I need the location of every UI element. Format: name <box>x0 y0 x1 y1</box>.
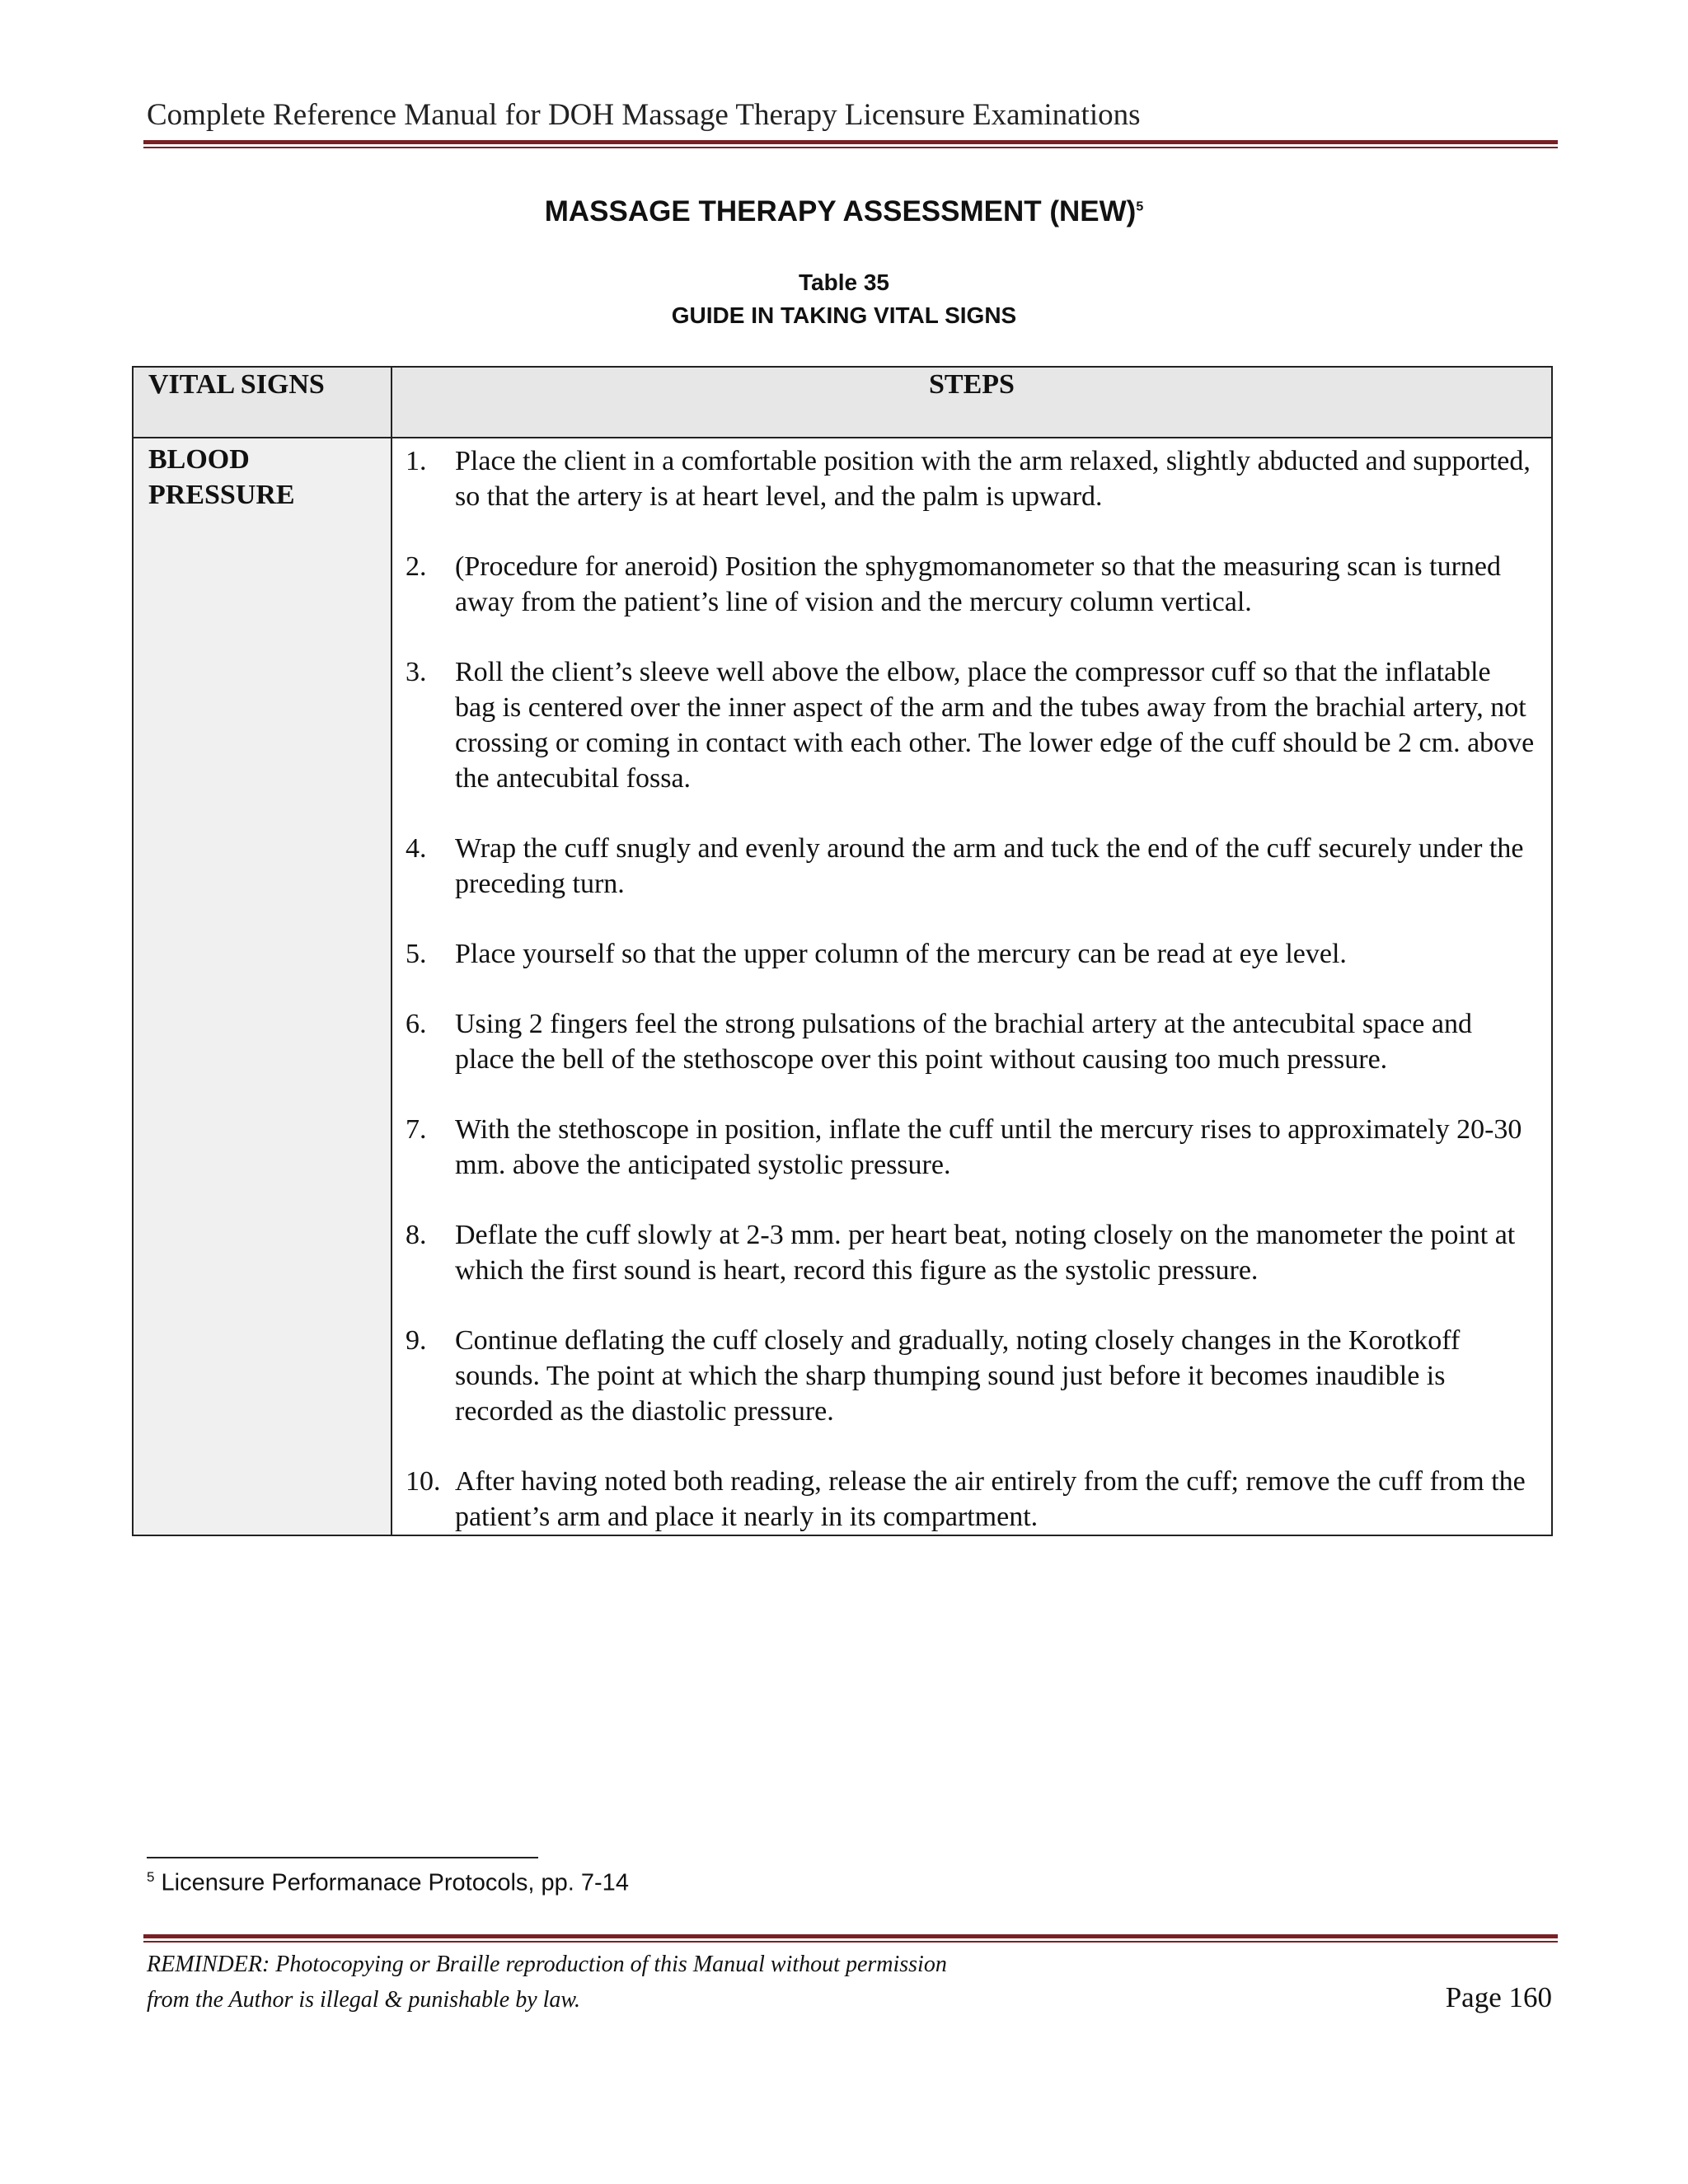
page-title <box>0 195 1688 228</box>
list-item <box>406 831 1538 902</box>
page-number: Page 160 <box>1445 1981 1552 2013</box>
step-number: 7. <box>406 1114 427 1145</box>
list-item <box>406 1112 1538 1183</box>
table-caption: GUIDE IN TAKING VITAL SIGNS <box>671 302 1017 328</box>
footnote-mark: 5 <box>147 1869 155 1885</box>
header-rule-thin <box>143 147 1558 148</box>
table-header-row <box>133 367 1552 438</box>
list-item <box>406 443 1538 514</box>
step-text: Deflate the cuff slowly at 2-3 mm. per heart beat, noting closely on the manometer the point at which the first sound is heart, record this figure as the systolic pressure. <box>455 1220 1516 1286</box>
step-number: 1. <box>406 446 427 476</box>
page-title-text: MASSAGE THERAPY ASSESSMENT (NEW) <box>544 195 1137 227</box>
column-header-vital-signs: VITAL SIGNS <box>133 367 392 438</box>
list-item <box>406 1006 1538 1077</box>
step-number: 6. <box>406 1009 427 1039</box>
title-footnote-mark: 5 <box>1136 199 1144 214</box>
step-text: Place yourself so that the upper column of the mercury can be read at eye level. <box>455 939 1347 969</box>
step-text: Using 2 fingers feel the strong pulsations of the brachial artery at the antecubital space and place the bell of the stethoscope over this point without causing too much pressure. <box>455 1009 1472 1075</box>
list-item <box>406 549 1538 620</box>
step-number: 8. <box>406 1220 427 1250</box>
list-item <box>406 1323 1538 1429</box>
step-number: 3. <box>406 657 427 687</box>
list-item <box>406 654 1538 796</box>
step-text: With the stethoscope in position, inflate the cuff until the mercury rises to approximately 20-30 mm. above the anticipated systolic pressure. <box>455 1114 1522 1180</box>
footnote-text: Licensure Performanace Protocols, pp. 7-14 <box>161 1869 629 1896</box>
reminder-line-2: from the Author is illegal & punishable by law. <box>147 1987 581 2013</box>
list-item <box>406 1217 1538 1288</box>
reminder-line-1: REMINDER: Photocopying or Braille reproduction of this Manual without permission <box>147 1952 947 1977</box>
steps-cell <box>392 438 1552 1535</box>
footer-rule-thin <box>143 1941 1558 1943</box>
running-header: Complete Reference Manual for DOH Massage Therapy Licensure Examinations <box>147 98 1141 132</box>
column-header-steps: STEPS <box>392 367 1552 438</box>
footnote <box>147 1869 629 1897</box>
step-number: 10. <box>406 1466 441 1497</box>
list-item <box>406 1464 1538 1535</box>
header-rule-thick <box>143 140 1558 144</box>
step-text: Place the client in a comfortable position with the arm relaxed, slightly abducted and supported, so that the artery is at heart level, and the palm is upward. <box>455 446 1531 512</box>
footer-rule-thick <box>143 1934 1558 1938</box>
row-label-blood-pressure: BLOOD PRESSURE <box>133 438 392 1535</box>
step-number: 2. <box>406 551 427 582</box>
vital-signs-table <box>132 366 1553 1536</box>
step-text: (Procedure for aneroid) Position the sphygmomanometer so that the measuring scan is turned away from the patient’s line of vision and the mercury column vertical. <box>455 551 1502 617</box>
step-number: 5. <box>406 939 427 969</box>
table-row <box>133 438 1552 1535</box>
step-number: 9. <box>406 1325 427 1356</box>
list-item <box>406 936 1538 972</box>
step-text: Continue deflating the cuff closely and gradually, noting closely changes in the Korotkoff sounds. The point at which the sharp thumping sound just before it becomes inaudible is recorded as the diastolic pressure. <box>455 1325 1461 1427</box>
footnote-separator <box>147 1857 538 1858</box>
step-text: Roll the client’s sleeve well above the elbow, place the compressor cuff so that the inflatable bag is centered over the inner aspect of the arm and the tubes away from the brachial artery, not crossing or coming in contact with each other. The lower edge of the cuff should be 2 cm. above the antecubital fossa. <box>455 657 1535 794</box>
table-number: Table 35 <box>799 269 889 295</box>
step-text: After having noted both reading, release the air entirely from the cuff; remove the cuff from the patient’s arm and place it nearly in its compartment. <box>455 1466 1526 1532</box>
step-number: 4. <box>406 833 427 864</box>
step-text: Wrap the cuff snugly and evenly around the arm and tuck the end of the cuff securely under the preceding turn. <box>455 833 1524 899</box>
steps-list <box>406 443 1538 1535</box>
